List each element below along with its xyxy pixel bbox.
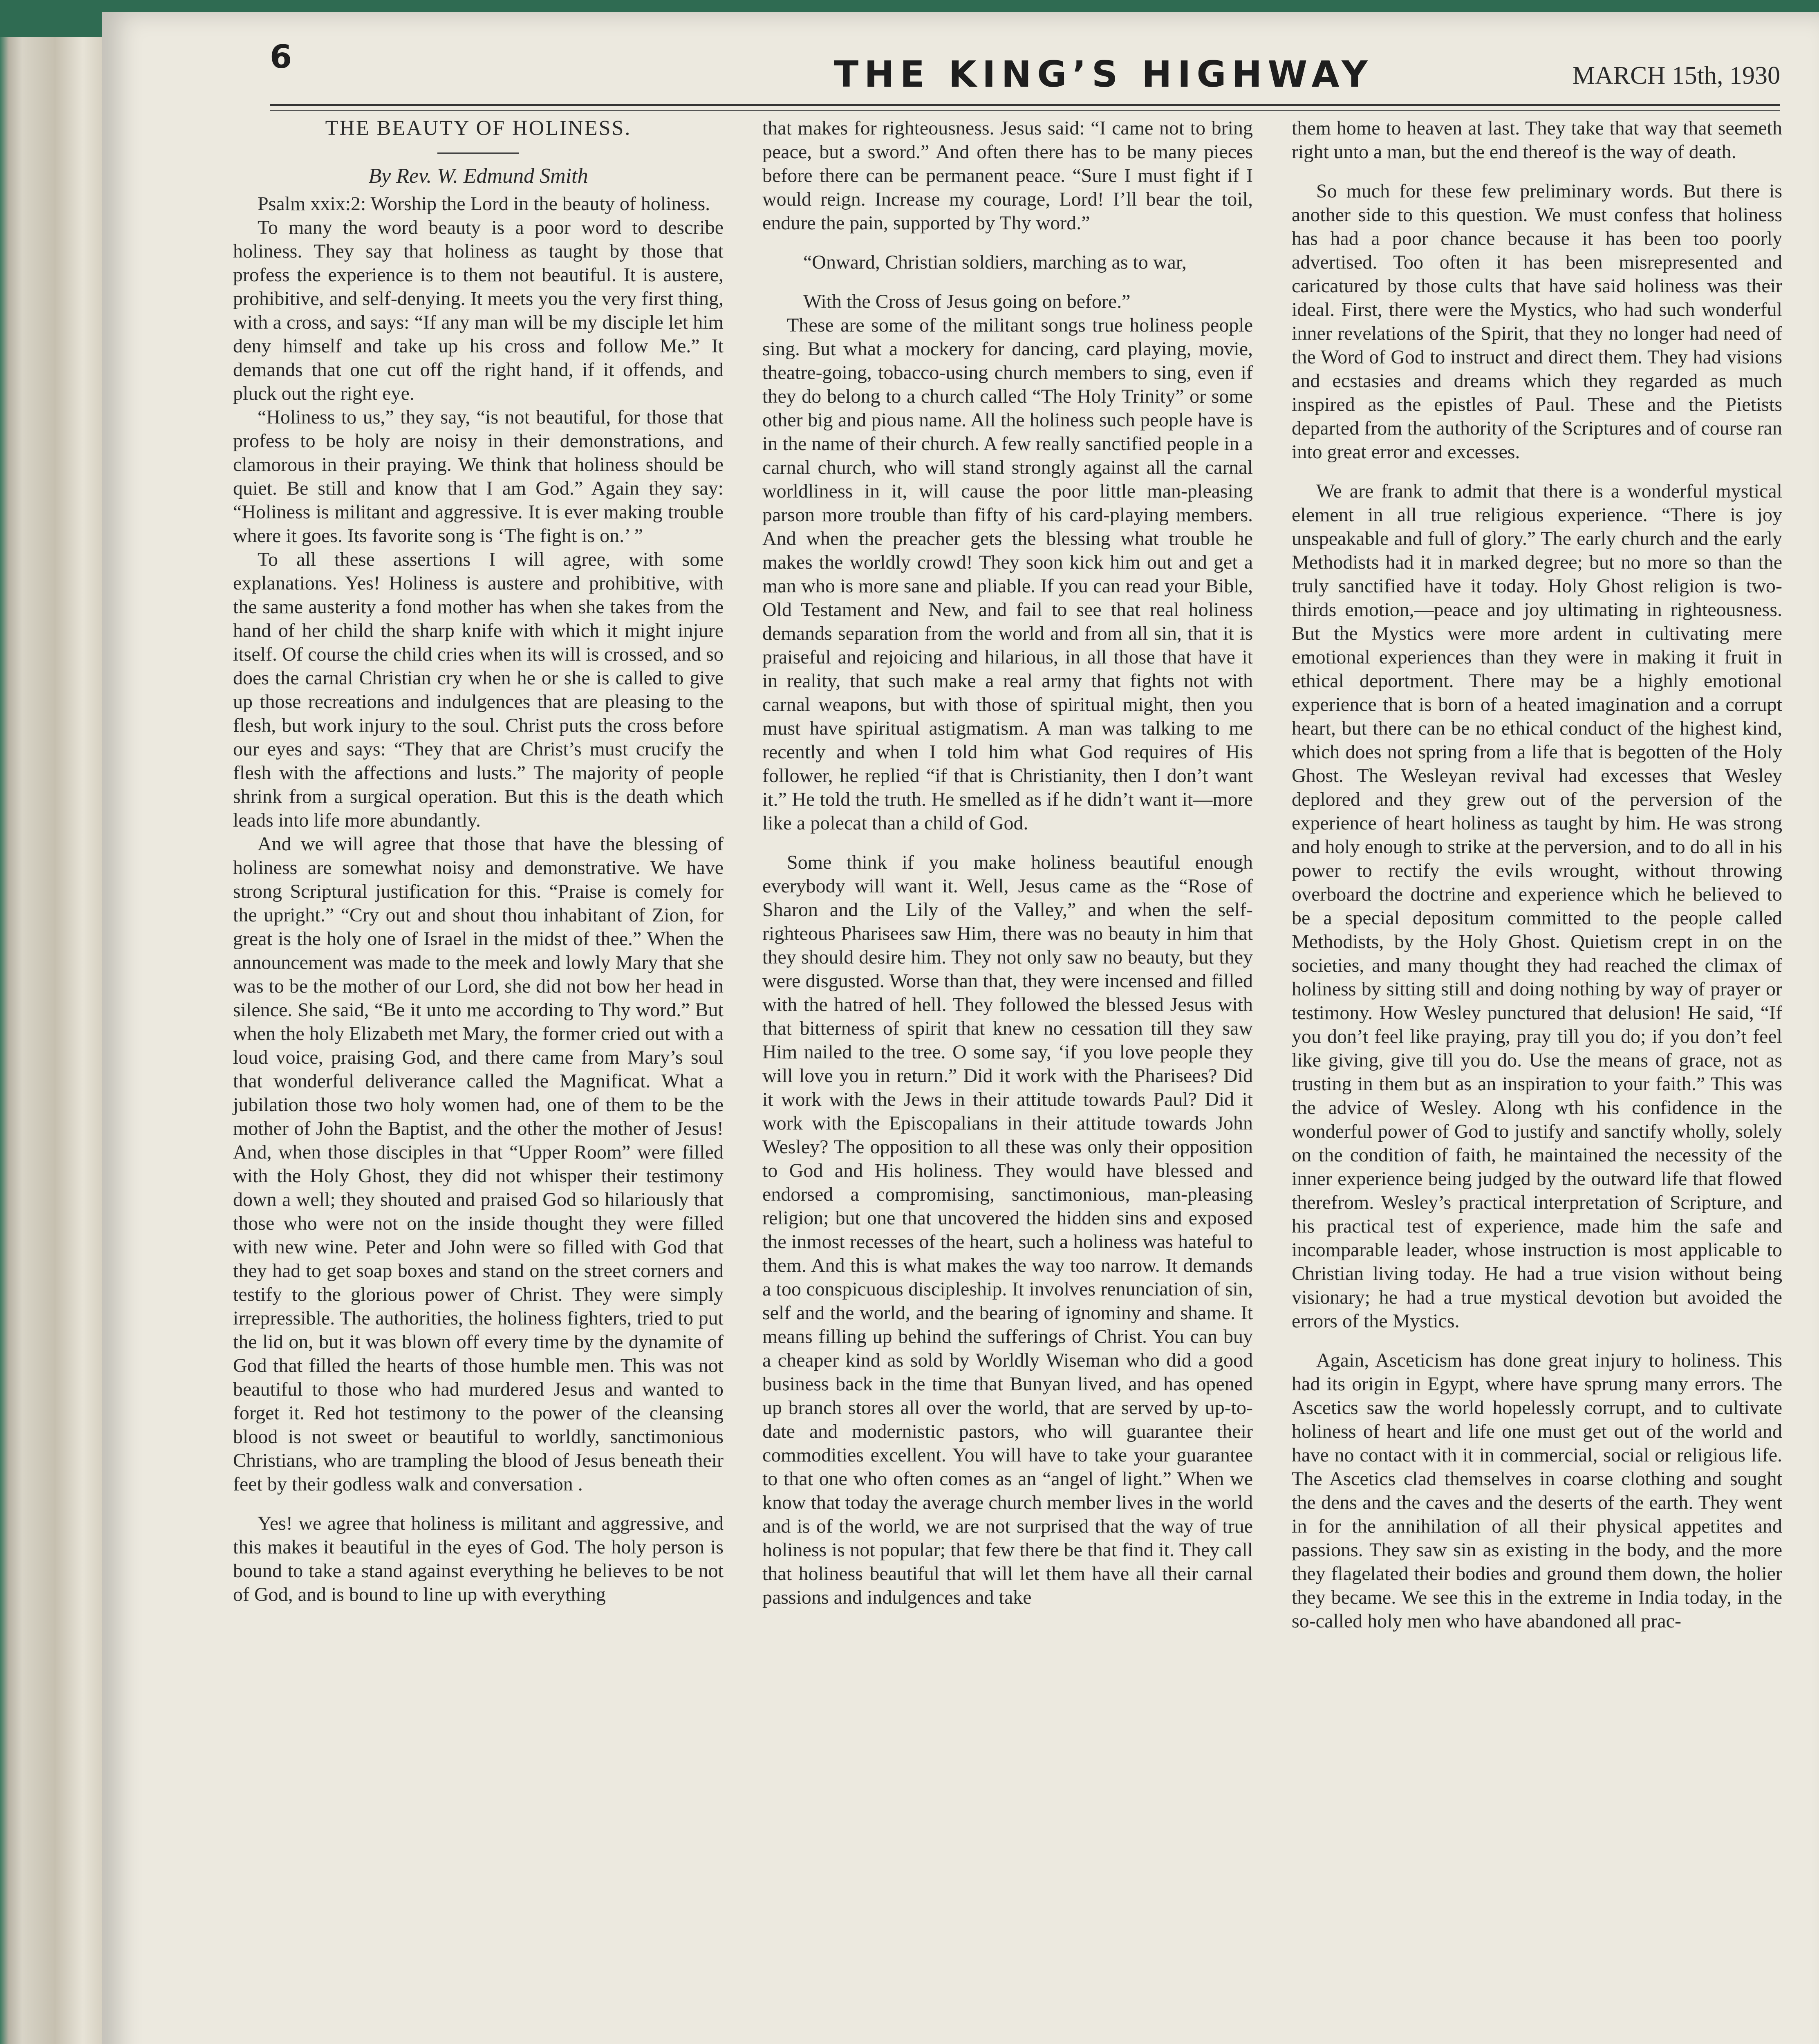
header-rule <box>270 104 1780 111</box>
issue-date: MARCH 15th, 1930 <box>1572 62 1780 90</box>
page-number: 6 <box>270 39 292 76</box>
paragraph: that makes for righteousness. Jesus said: “I came not to bring peace, but a sword.” And often there has to be many pieces before there can be permanent peace. “Sure I must fight if I would reign. Increase my courage, Lord! I’ll bear the toil, endure the pain, supported by Thy word.” <box>762 117 1253 234</box>
paragraph: Again, Asceticism has done great injury to holiness. This had its origin in Egypt, where have sprung many errors. The Ascetics saw the world hopelessly corrupt, and to cultivate holiness of heart and life one must get out of the world and have no contact with it in commercial, social or religious life. The Ascetics clad themselves in coarse clothing and sought the dens and the caves and the deserts of the earth. They went in for the annihilation of all their physical appetites and passions. They saw sin as existing in the body, and the more they flagelated their bodies and ground them down, the holier they became. We see this in the extreme in India today, in the so-called holy men who have abandoned all prac- <box>1292 1349 1782 1632</box>
column-3 <box>1292 117 1782 2044</box>
paragraph: “Holiness to us,” they say, “is not beautiful, for those that profess to be holy are noisy in their demonstrations, and clamorous in their praying. We think that holiness should be quiet. Be still and know that I am God.” Again they say: “Holiness is militant and aggressive. It is ever making trouble where it goes. Its favorite song is ‘The fight is on.’ ” <box>233 406 724 547</box>
paragraph: To many the word beauty is a poor word to describe holiness. They say that holiness as taught by those that profess the experience is to them not beautiful. It is austere, prohibitive, and self-denying. It meets you the very first thing, with a cross, and says: “If any man will be my disciple let him deny himself and take up his cross and follow Me.” It demands that one cut off the right hand, if it offends, and pluck out the right eye. <box>233 217 724 404</box>
paragraph: Psalm xxix:2: Worship the Lord in the beauty of holiness. <box>258 193 710 215</box>
paragraph: Some think if you make holiness beautiful enough everybody will want it. Well, Jesus came as the “Rose of Sharon and the Lily of the Valley,” and when the self-righteous Pharisees saw Him, there was no beauty in him that they should desire him. They not only saw no beauty, but they were disgusted. Worse than that, they were incensed and filled with the hatred of hell. They followed the blessed Jesus with that bitterness of spirit that knew no cessation till they saw Him nailed to the tree. O some say, ‘if you love people they will love you in return.” Did it work with the Pharisees? Did it work with the Jews in their attitude towards Paul? Did it work with the Episcopalians in their attitude towards John Wesley? The opposition to all these was only their opposition to God and His holiness. They would have blessed and endorsed a compromising, sanctimonious, man-pleasing religion; but one that uncovered the hidden sins and exposed the inmost recesses of the heart, such a holiness was hateful to them. And this is what makes the way too narrow. It demands a too conspicuous discipleship. It involves renunciation of sin, self and the world, and the bearing of ignominy and shame. It means filling up behind the sufferings of Christ. You can buy a cheaper kind as sold by Worldly Wiseman who did a good business back in the time that Bunyan lived, and has opened up branch stores all over the world, that are served by up-to-date and modernistic pastors, who will guarantee their commodities excellent. You will have to take your guarantee to that one who often comes as an “angel of light.” When we know that today the average church member lives in the world and is of the world, we are not surprised that the way of true holiness is not popular; that few there be that find it. They call that holiness beautiful that will let them have all their carnal passions and indulgences and take <box>762 852 1253 1608</box>
column-1 <box>233 117 724 2044</box>
book-edge <box>0 37 110 2044</box>
page-header <box>102 29 1819 98</box>
article-title: THE BEAUTY OF HOLINESS. <box>325 117 632 140</box>
verse-line: “Onward, Christian soldiers, marching as to war, <box>803 251 1187 273</box>
magazine-page <box>102 12 1819 2044</box>
hymn-verse <box>762 251 1253 314</box>
paragraph: So much for these few preliminary words. But there is another side to this question. We must confess that holiness has had a poor chance because it has been too poorly advertised. Too often it has been misrepresented and caricatured by those cults that have said holiness was their ideal. First, there were the Mystics, who had such wonderful inner revelations of the Spirit, that they no longer had need of the Word of God to instruct and direct them. They had visions and ecstasies and dreams which they regarded as much inspired as the epistles of Paul. These and the Pietists departed from the authority of the Scriptures and of course ran into great error and excesses. <box>1292 180 1782 463</box>
column-2 <box>762 117 1253 2044</box>
paragraph: them home to heaven at last. They take that way that seemeth right unto a man, but the end thereof is the way of death. <box>1292 117 1782 163</box>
article-columns <box>233 117 1782 2044</box>
paragraph: Yes! we agree that holiness is militant and aggressive, and this makes it beautiful in the eyes of God. The holy person is bound to take a stand against everything he believes to be not of God, and is bound to line up with everything <box>233 1513 724 1605</box>
paragraph: To all these assertions I will agree, with some explanations. Yes! Holiness is austere and prohibitive, with the same austerity a fond mother has when she takes from the hand of her child the sharp knife with which it might injure itself. Of course the child cries when its will is crossed, and so does the carnal Christian cry when he or she is called to give up those recreations and indulgences that are pleasing to the flesh, but work injury to the soul. Christ puts the cross before our eyes and says: “They that are Christ’s must crucify the flesh with the affections and lusts.” The majority of people shrink from a surgical operation. But this is the death which leads into life more abundantly. <box>233 549 724 831</box>
paragraph: These are some of the militant songs true holiness people sing. But what a mockery for dancing, card playing, movie, theatre-going, tobacco-using church members to sing, even if they do belong to a church called “The Holy Trinity” or some other big and pious name. All the holiness such people have is in the name of their church. A few really sanctified people in a carnal church, who will stand strongly against all the carnal worldliness in it, will cause the poor little man-pleasing parson more trouble than fifty of his card-playing members. And when the preacher gets the blessing what trouble he makes the worldly crowd! They soon kick him out and get a man who is more sane and pliable. If you can read your Bible, Old Testament and New, and fail to see that real holiness demands separation from the world and from all sin, that it is praiseful and rejoicing and hilarious, in all those that have it in reality, that such make a real army that fights not with carnal weapons, but with those of spiritual might, then you must have spiritual astigmatism. A man was talking to me recently and when I told him what God requires of His follower, he replied “if that is Christianity, then I don’t want it.” He told the truth. He smelled as if he didn’t want it—more like a polecat than a child of God. <box>762 314 1253 834</box>
paragraph: And we will agree that those that have the blessing of holiness are somewhat noisy and demonstrative. We have strong Scriptural justification for this. “Praise is comely for the upright.” “Cry out and shout thou inhabitant of Zion, for great is the holy one of Israel in the midst of thee.” When the announcement was made to the meek and lowly Mary that she was to be the mother of our Lord, she did not bow her head in silence. She said, “Be it unto me according to Thy word.” But when the holy Elizabeth met Mary, the former cried out with a loud voice, praising God, and there came from Mary’s soul that wonderful deliverance called the Magnificat. What a jubilation those two holy women had, one of them to be the mother of John the Baptist, and the other the mother of Jesus! And, when those disciples in that “Upper Room” were filled with the Holy Ghost, they did not whisper their testimony down a well; they shouted and praised God so hilariously that those who were not on the inside thought they were filled with new wine. Peter and John were so filled with God that they had to get soap boxes and stand on the street corners and testify to the glorious power of Christ. They were simply irrepressible. The authorities, the holiness fighters, tried to put the lid on, but it was blown off every time by the dynamite of God that filled the hearts of those humble men. This was not beautiful to those who had murdered Jesus and wanted to forget it. Red hot testimony to the power of the cleansing blood is not sweet or beautiful to worldly, sanctimonious Christians, who are trampling the blood of Jesus beneath their feet by their godless walk and conversation . <box>233 833 724 1495</box>
verse-line: With the Cross of Jesus going on before.” <box>803 291 1131 312</box>
masthead: THE KING’S HIGHWAY <box>834 53 1373 95</box>
title-rule <box>437 152 519 154</box>
paragraph: We are frank to admit that there is a wonderful mystical element in all true religious experience. “There is joy unspeakable and full of glory.” The early church and the early Methodists had it in marked degree; but no more so than the truly sanctified have it today. Holy Ghost religion is two-thirds emotion,—peace and joy ultimating in righteousness. But the Mystics were more ardent in cultivating mere emotional experiences than they were in making it fruit in ethical deportment. There may be a highly emotional experience that is born of a heated imagination and a corrupt heart, but there can be no ethical conduct of the highest kind, which does not spring from a life that is begotten of the Holy Ghost. The Wesleyan revival had excesses that Wesley deplored and they grew out of the perversion of the experience of heart holiness as taught by him. He was strong and holy enough to strike at the perversion, and to do all in his power to rectify the evils wrought, without throwing overboard the doctrine and experience which he believed to be a special depositum committed to the people called Methodists, by the Holy Ghost. Quietism crept in on the societies, and many thought they had reached the climax of holiness by sitting still and doing nothing by way of prayer or testimony. How Wesley punctured that delusion! He said, “If you don’t feel like praying, pray till you do; if you don’t feel like giving, give till you do. Use the means of grace, not as trusting in them but as an inspiration to your faith.” This was the advice of Wesley. Along wth his confidence in the wonderful power of God to justify and sanctify wholly, solely on the condition of faith, he maintained the necessity of the inner experience being judged by the outward life that flowed therefrom. Wesley’s practical interpretation of Scripture, and his practical test of experience, made him the safe and incomparable leader, whose instruction is most applicable to Christian living today. He had a true vision without being visionary; he had a true mystical devotion but avoided the errors of the Mystics. <box>1292 480 1782 1332</box>
byline: By Rev. W. Edmund Smith <box>368 164 588 188</box>
